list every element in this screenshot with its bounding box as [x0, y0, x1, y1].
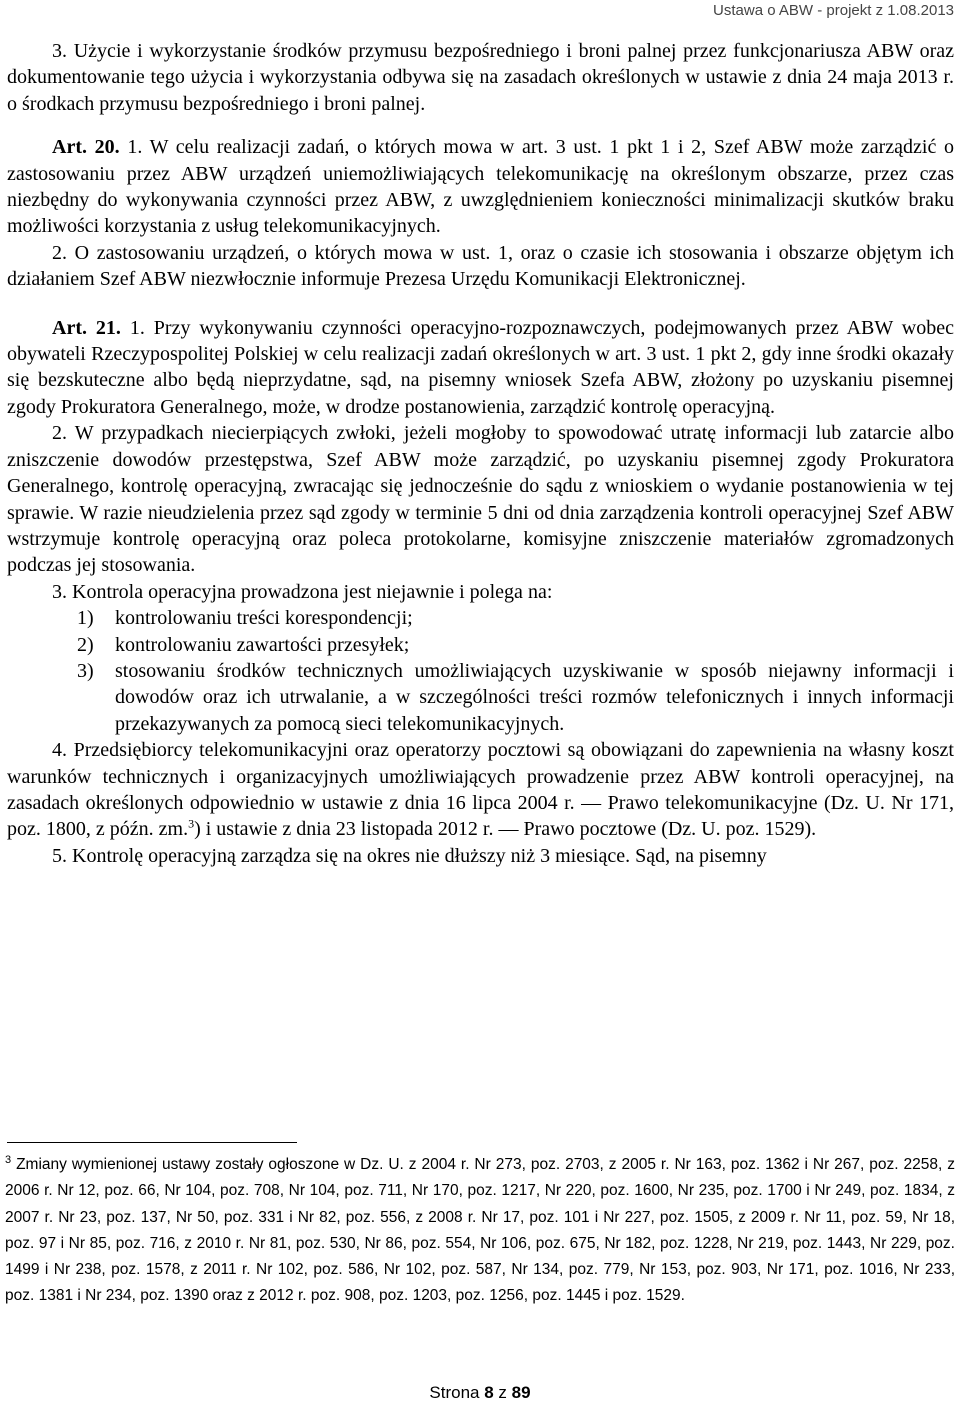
list-number: 1)	[77, 607, 94, 630]
article-21-paragraph-3: 3. Kontrola operacyjna prowadzona jest niejawnie i polega na:	[52, 580, 553, 603]
footnote-separator	[7, 1142, 297, 1143]
footnote-text: Zmiany wymienionej ustawy zostały ogłoszone w Dz. U. z 2004 r. Nr 273, poz. 2703, z 2005 r. Nr 163, poz. 1362 i Nr 267, poz. 2258, z 2006 r. Nr 12, poz. 66, Nr 104, poz. 708, Nr 104, poz. 711, Nr 170, poz. 1217, Nr 220, poz. 1600, Nr 235, poz. 1700 i Nr 249, poz. 1834, z 2007 r. Nr 23, poz. 137, Nr 50, poz. 331 i Nr 82, poz. 556, z 2008 r. Nr 17, poz. 101 i Nr 227, poz. 1505, z 2009 r. Nr 11, poz. 59, Nr 18, poz. 97 i Nr 85, poz. 716, z 2010 r. Nr 81, poz. 530, Nr 86, poz. 554, Nr 106, poz. 675, Nr 182, poz. 1228, Nr 219, poz. 1443, Nr 229, poz. 1499 i Nr 238, poz. 1578, z 2011 r. Nr 102, poz. 586, Nr 102, poz. 587, Nr 134, poz. 779, Nr 153, poz. 903, Nr 171, poz. 1016, Nr 233, poz. 1381 i Nr 234, poz. 1390 oraz z 2012 r. poz. 908, poz. 1203, poz. 1256, poz. 1445 i poz. 1529.	[5, 1156, 955, 1305]
list-item	[77, 605, 954, 631]
article-21-p1-text: 1. Przy wykonywaniu czynności operacyjno-rozpoznawczych, podejmowanych przez ABW wobec obywateli Rzeczypospolitej Polskiej w celu realizacji zadań określonych w art. 3 ust. 1 pkt 2, gdy inne środki okazały się bezskuteczne albo będą nieprzydatne, sąd, na pisemny wniosek Szefa ABW, złożony po uzyskaniu pisemnej zgody Prokuratora Generalnego, może, w drodze postanowienia, zarządzić kontrolę operacyjną.	[7, 316, 955, 418]
footnote-reference[interactable]: 3	[188, 816, 195, 831]
document-header: Ustawa o ABW - projekt z 1.08.2013	[713, 2, 954, 19]
footnote	[5, 1152, 955, 1310]
article-20-p1-text: 1. W celu realizacji zadań, o których mowa w art. 3 ust. 1 pkt 1 i 2, Szef ABW może zarządzić o zastosowaniu przez ABW urządzeń uniemożliwiających telekomunikację na określonym obszarze, przez czas niezbędny do wykonywania czynności przez ABW, z uwzględnieniem konieczności minimalizacji skutków braku możliwości korzystania z usług telekomunikacyjnych.	[7, 136, 955, 238]
list-item	[77, 632, 954, 658]
article-21-paragraph-4	[7, 737, 954, 843]
list-number: 3)	[77, 659, 94, 682]
article-21-paragraph-2: 2. W przypadkach niecierpiących zwłoki, jeżeli mogłoby to spowodować utratę informacji lub zatarcie albo zniszczenie dowodów przestępstwa, Szef ABW może zarządzić, po uzyskaniu pisemnej zgody Prokuratora Generalnego, kontrolę operacyjną, zwracając się jednocześnie do sądu z wnioskiem o wydanie postanowienia w tej sprawie. W razie nieudzielenia przez sąd zgody w terminie 5 dni od dnia zarządzenia kontroli operacyjnej Szef ABW wstrzymuje kontrolę operacyjną oraz poleca protokolarne, komisyjne zniszczenie materiałów zgromadzonych podczas jej stosowania.	[7, 422, 954, 577]
footer-prefix: Strona	[429, 1383, 485, 1402]
article-21-label: Art. 21.	[52, 316, 121, 339]
list-item	[77, 658, 954, 737]
article-21-paragraph-1	[7, 315, 954, 421]
page-total: 89	[511, 1383, 531, 1402]
list-text: kontrolowaniu zawartości przesyłek;	[115, 633, 410, 656]
footnote-mark: 3	[5, 1153, 12, 1166]
article-20-paragraph-1	[7, 134, 954, 240]
list-number: 2)	[77, 633, 94, 656]
list-text: kontrolowaniu treści korespondencji;	[115, 607, 413, 630]
paragraph-art19-3: 3. Użycie i wykorzystanie środków przymusu bezpośredniego i broni palnej przez funkcjonariusza ABW oraz dokumentowanie tego użycia i wykorzystania odbywa się na zasadach określonych w ustawie z dnia 24 maja 2013 r. o środkach przymusu bezpośredniego i broni palnej.	[7, 40, 954, 115]
page-footer	[0, 1383, 960, 1403]
footer-separator: z	[493, 1383, 512, 1402]
p4-text-b: ) i ustawie z dnia 23 listopada 2012 r. ― Prawo pocztowe (Dz. U. poz. 1529).	[194, 818, 817, 841]
article-21-paragraph-5: 5. Kontrolę operacyjną zarządza się na okres nie dłuższy niż 3 miesiące. Sąd, na pisemny	[52, 844, 767, 867]
list-text: stosowaniu środków technicznych umożliwiających uzyskiwanie w sposób niejawny informacji i dowodów oraz ich utrwalanie, a w szczególności treści rozmów telefonicznych i innych informacji przekazywanych za pomocą sieci telekomunikacyjnych.	[115, 659, 954, 735]
article-20-label: Art. 20.	[52, 136, 120, 159]
article-20-paragraph-2: 2. O zastosowaniu urządzeń, o których mowa w ust. 1, oraz o czasie ich stosowania i obszarze objętym ich działaniem Szef ABW niezwłocznie informuje Prezesa Urzędu Komunikacji Elektronicznej.	[7, 241, 954, 291]
page-number: 8	[484, 1383, 494, 1402]
document-body	[7, 38, 954, 869]
p4-text-a: 4. Przedsiębiorcy telekomunikacyjni oraz operatorzy pocztowi są obowiązani do zapewnienia na własny koszt warunków technicznych i organizacyjnych umożliwiających prowadzenie przez ABW kontroli operacyjnej, na zasadach określonych odpowiednio w ustawie z dnia 16 lipca 2004 r. ― Prawo telekomunikacyjne (Dz. U. Nr 171, poz. 1800, z późn. zm.	[7, 739, 954, 841]
